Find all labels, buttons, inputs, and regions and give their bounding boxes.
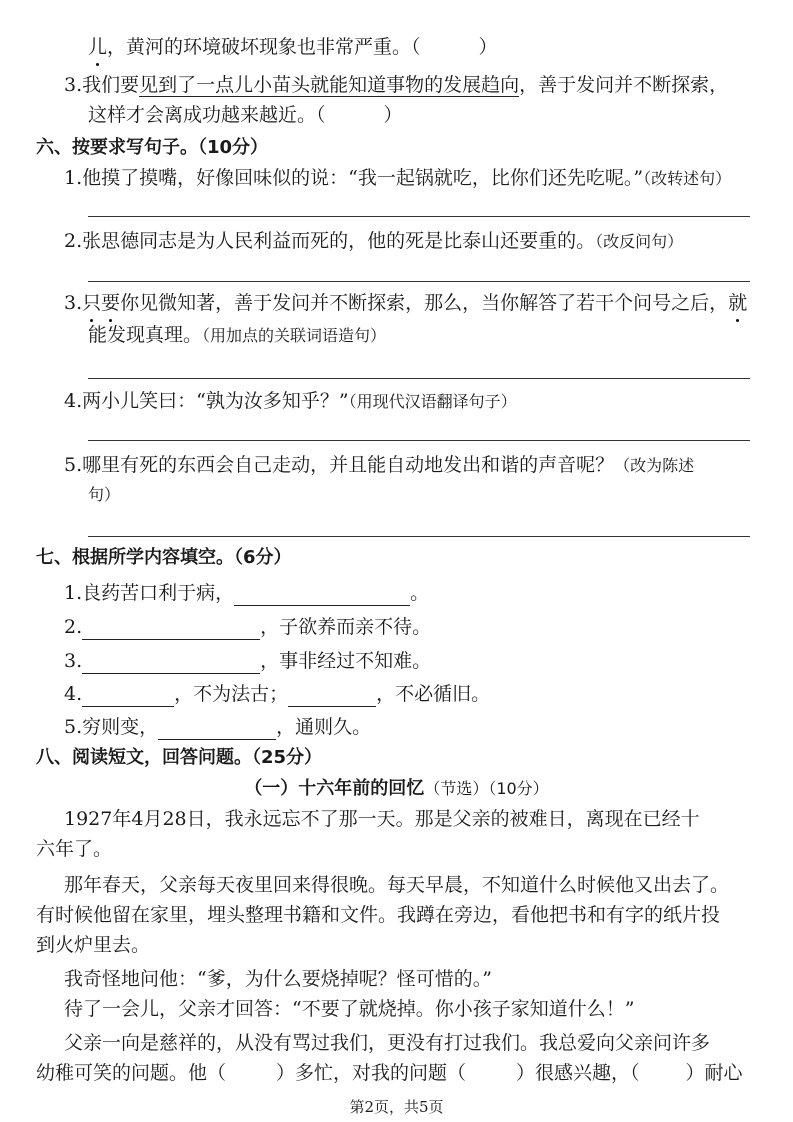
page-footer: 第2页，共5页 (349, 1098, 444, 1116)
s7-q2: 2. ，子欲养而亲不待。 (64, 616, 432, 638)
s6-q5-line2: 句） (88, 485, 121, 504)
passage-p4: 待了一会儿，父亲才回答：“不要了就烧掉。你小孩子家知道什么！” (64, 998, 635, 1020)
s7-q5: 5.穷则变， ，通则久。 (64, 716, 372, 738)
answer-line[interactable] (88, 378, 750, 379)
passage-p1-l1: 1927年4月28日，我永远忘不了那一天。那是父亲的被难日，离现在已经十 (64, 808, 700, 830)
passage-p2-l3: 到火炉里去。 (36, 934, 151, 956)
underlined-phrase: 见到了一点儿小苗头就能知道事物的发展趋向 (139, 74, 520, 96)
answer-line[interactable] (88, 281, 750, 282)
fill-blank[interactable] (82, 652, 260, 674)
s6-q1: 1.他摸了摸嘴，好像回味似的说：“我一起锅就吃，比你们还先吃呢。”（改转述句） (64, 167, 732, 189)
dotted-char: 就 (728, 292, 748, 314)
passage-p5-l2: 幼稚可笑的问题。他（ ）多忙，对我的问题（ ）很感兴趣，（ ）耐心 (36, 1062, 743, 1084)
section-7-title: 七、根据所学内容填空。（6分） (36, 547, 292, 568)
passage-p1-l2: 六年了。 (36, 838, 113, 860)
s7-q4: 4. ，不为法古； ，不必循旧。 (64, 683, 491, 705)
s7-q3: 3. ，事非经过不知难。 (64, 650, 432, 672)
answer-line[interactable] (88, 216, 750, 217)
passage-p3: 我奇怪地问他：“爹，为什么要烧掉呢？怪可惜的。” (64, 968, 492, 990)
s6-q5-line1: 5.哪里有死的东西会自己走动，并且能自动地发出和谐的声音呢？（改为陈述 (64, 454, 695, 476)
s6-q3-line1: 3.只要你见微知著，善于发问并不断探索，那么，当你解答了若干个问号之后，就 (64, 292, 748, 314)
section-8-title: 八、阅读短文，回答问题。（25分） (36, 747, 323, 768)
s6-q2: 2.张思德同志是为人民利益而死的，他的死是比泰山还要重的。（改反问句） (64, 230, 684, 252)
s5-q3-line2: 这样才会离成功越来越近。（ ） (88, 104, 403, 126)
passage-p5-l1: 父亲一向是慈祥的，从没有骂过我们，更没有打过我们。我总爱向父亲问许多 (64, 1032, 711, 1054)
s5-q3-line1: 3.我们要见到了一点儿小苗头就能知道事物的发展趋向，善于发问并不断探索， (64, 74, 729, 96)
fill-blank[interactable] (82, 685, 174, 707)
passage-p2-l1: 那年春天，父亲每天夜里回来得很晚。每天早晨，不知道什么时候他又出去了。 (64, 874, 730, 896)
fill-blank[interactable] (288, 685, 376, 707)
fill-blank[interactable] (82, 618, 260, 640)
passage-p2-l2: 有时候他留在家里，埋头整理书籍和文件。我蹲在旁边，看他把书和有字的纸片投 (36, 904, 721, 926)
section-6-title: 六、按要求写句子。（10分） (36, 137, 269, 158)
s6-q3-line2: 能发现真理。（用加点的关联词语造句） (88, 324, 387, 346)
dotted-char: 要 (101, 292, 121, 314)
s6-q4: 4.两小儿笑曰：“孰为汝多知乎？”（用现代汉语翻译句子） (64, 390, 517, 412)
fill-blank[interactable] (234, 584, 410, 606)
dotted-char: 只 (82, 292, 102, 314)
s7-q1: 1.良药苦口利于病， 。 (64, 582, 430, 604)
s5-q2-tail: 儿，黄河的环境破坏现象也非常严重。（ ） (88, 36, 498, 58)
answer-line[interactable] (88, 536, 750, 537)
answer-line[interactable] (88, 440, 750, 441)
fill-blank[interactable] (158, 718, 276, 740)
dotted-char: 儿 (88, 36, 108, 58)
passage-title: （一）十六年前的回忆（节选）（10分） (244, 778, 549, 799)
